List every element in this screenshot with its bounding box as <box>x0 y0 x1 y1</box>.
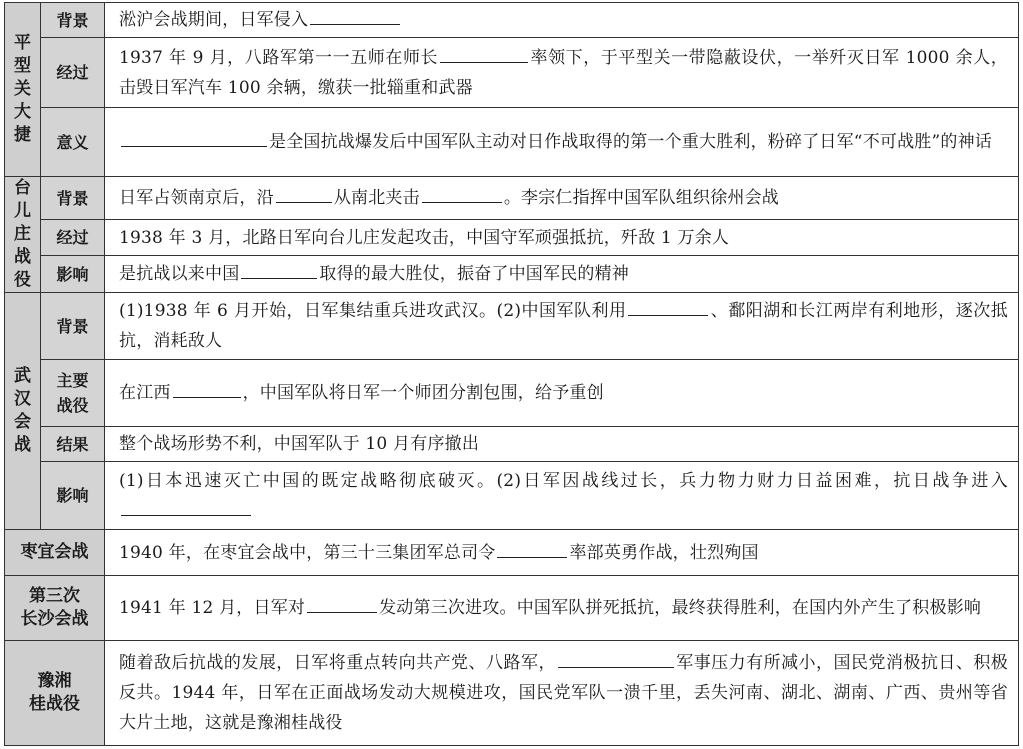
table-row <box>5 293 1019 360</box>
table-row <box>5 3 1019 38</box>
title-line: 第三次 <box>29 586 80 606</box>
row-label: 背景 <box>41 3 105 38</box>
title-char: 儿 <box>14 201 31 221</box>
section-title-wuhan <box>5 293 41 530</box>
row-content <box>105 530 1019 576</box>
fill-blank <box>121 128 267 147</box>
title-char: 大 <box>14 102 31 122</box>
section-title-zaoyi: 枣宜会战 <box>5 530 105 576</box>
row-content <box>105 108 1019 177</box>
title-char: 捷 <box>14 125 31 145</box>
content-text: 1937 年 9 月，八路军第一一五师在师长 <box>119 47 439 68</box>
label-line: 战役 <box>56 396 89 415</box>
title-line: 桂战役 <box>29 694 80 714</box>
table-row <box>5 427 1019 462</box>
row-label <box>41 360 105 427</box>
table-row <box>5 530 1019 576</box>
section-title-changsha <box>5 576 105 641</box>
row-label: 影响 <box>41 256 105 293</box>
table-row <box>5 220 1019 256</box>
fill-blank <box>121 497 251 516</box>
table-row <box>5 641 1019 746</box>
fill-blank <box>440 44 528 63</box>
title-char: 平 <box>14 33 31 53</box>
row-label: 背景 <box>41 177 105 220</box>
history-summary-table <box>4 2 1019 746</box>
row-label: 经过 <box>41 38 105 108</box>
title-char: 战 <box>14 247 31 267</box>
fill-blank <box>310 6 400 25</box>
fill-blank <box>241 260 317 279</box>
label-line: 主要 <box>56 371 89 390</box>
title-char: 会 <box>14 412 31 432</box>
content-text: (1)1938 年 6 月开始，日军集结重兵进攻武汉。(2)中国军队利用 <box>119 301 627 321</box>
content-text: 随着敌后抗战的发展，日军将重点转向共产党、八路军， <box>119 653 556 673</box>
row-content <box>105 576 1019 641</box>
row-label: 背景 <box>41 293 105 360</box>
row-label: 结果 <box>41 427 105 462</box>
content-text: 取得的最大胜仗，振奋了中国军民的精神 <box>319 264 630 285</box>
row-label: 影响 <box>41 462 105 530</box>
table-row <box>5 462 1019 530</box>
content-text: 。李宗仁指挥中国军队组织徐州会战 <box>503 188 780 209</box>
content-text: 淞沪会战期间，日军侵入 <box>119 10 309 30</box>
table-row <box>5 360 1019 427</box>
title-char: 战 <box>14 435 31 455</box>
title-char: 关 <box>14 79 31 99</box>
title-char: 役 <box>14 270 31 290</box>
row-content <box>105 462 1019 530</box>
fill-blank <box>558 649 674 668</box>
row-content <box>105 38 1019 108</box>
title-char: 武 <box>14 366 31 386</box>
row-content: 1938 年 3 月，北路日军向台儿庄发起攻击，中国守军顽强抵抗，歼敌 1 万余人 <box>105 220 1019 256</box>
content-text: 、鄱阳湖和长江两岸有利地形，逐次抵抗，消耗敌人 <box>119 301 1008 351</box>
fill-blank <box>276 184 332 203</box>
section-title-taierzhuang <box>5 177 41 293</box>
table-row <box>5 177 1019 220</box>
fill-blank <box>422 184 502 203</box>
title-char: 汉 <box>14 389 31 409</box>
content-text: (1)日本迅速灭亡中国的既定战略彻底破灭。(2)日军因战线过长，兵力物力财力日益困难，抗日战争进入 <box>119 470 1008 491</box>
fill-blank <box>628 297 708 316</box>
section-title-yuxianggui <box>5 641 105 746</box>
content-text: ，中国军队将日军一个师团分割包围，给予重创 <box>242 383 604 403</box>
title-char: 台 <box>14 178 31 198</box>
fill-blank <box>497 539 567 558</box>
row-content <box>105 641 1019 746</box>
fill-blank <box>173 379 241 398</box>
content-text: 发动第三次进攻。中国军队拼死抵抗，最终获得胜利，在国内外产生了积极影响 <box>379 598 982 618</box>
content-text: 从南北夹击 <box>333 188 420 209</box>
content-text: 是全国抗战爆发后中国军队主动对日作战取得的第一个重大胜利，粉碎了日军“不可战胜”的神话 <box>269 132 992 152</box>
row-content <box>105 360 1019 427</box>
content-text: 军事压力有所减小，国民党消极抗日、积极反共。1944 年，日军在正面战场发动大规模进攻，国民党军队一溃千里，丢失河南、湖北、湖南、广西、贵州等省大片土地，这就是豫湘桂战役 <box>119 653 1008 733</box>
title-char: 庄 <box>14 224 31 244</box>
row-content <box>105 177 1019 220</box>
content-text: 日军占领南京后，沿 <box>119 188 274 209</box>
row-content <box>105 256 1019 293</box>
content-text: 率领下，于平型关一带隐蔽设伏，一举歼灭日军 1000 余人，击毁日军汽车 100 余辆，缴获一批辎重和武器 <box>119 47 1008 98</box>
content-text: 率部英勇作战，壮烈殉国 <box>569 542 759 563</box>
section-title-pingxingguan <box>5 3 41 177</box>
row-content <box>105 293 1019 360</box>
table-row <box>5 576 1019 641</box>
row-content: 整个战场形势不利，中国军队于 10 月有序撤出 <box>105 427 1019 462</box>
content-text: 1941 年 12 月，日军对 <box>119 598 306 618</box>
content-text: 1940 年，在枣宜会战中，第三十三集团军总司令 <box>119 542 496 563</box>
table-row <box>5 38 1019 108</box>
row-label: 经过 <box>41 220 105 256</box>
row-content <box>105 3 1019 38</box>
table-row <box>5 256 1019 293</box>
title-line: 长沙会战 <box>20 609 89 629</box>
content-text: 是抗战以来中国 <box>119 264 240 285</box>
content-text: 在江西 <box>119 383 171 403</box>
table-row <box>5 108 1019 177</box>
title-char: 型 <box>14 56 31 76</box>
fill-blank <box>307 594 377 613</box>
row-label: 意义 <box>41 108 105 177</box>
title-line: 豫湘 <box>37 671 72 691</box>
